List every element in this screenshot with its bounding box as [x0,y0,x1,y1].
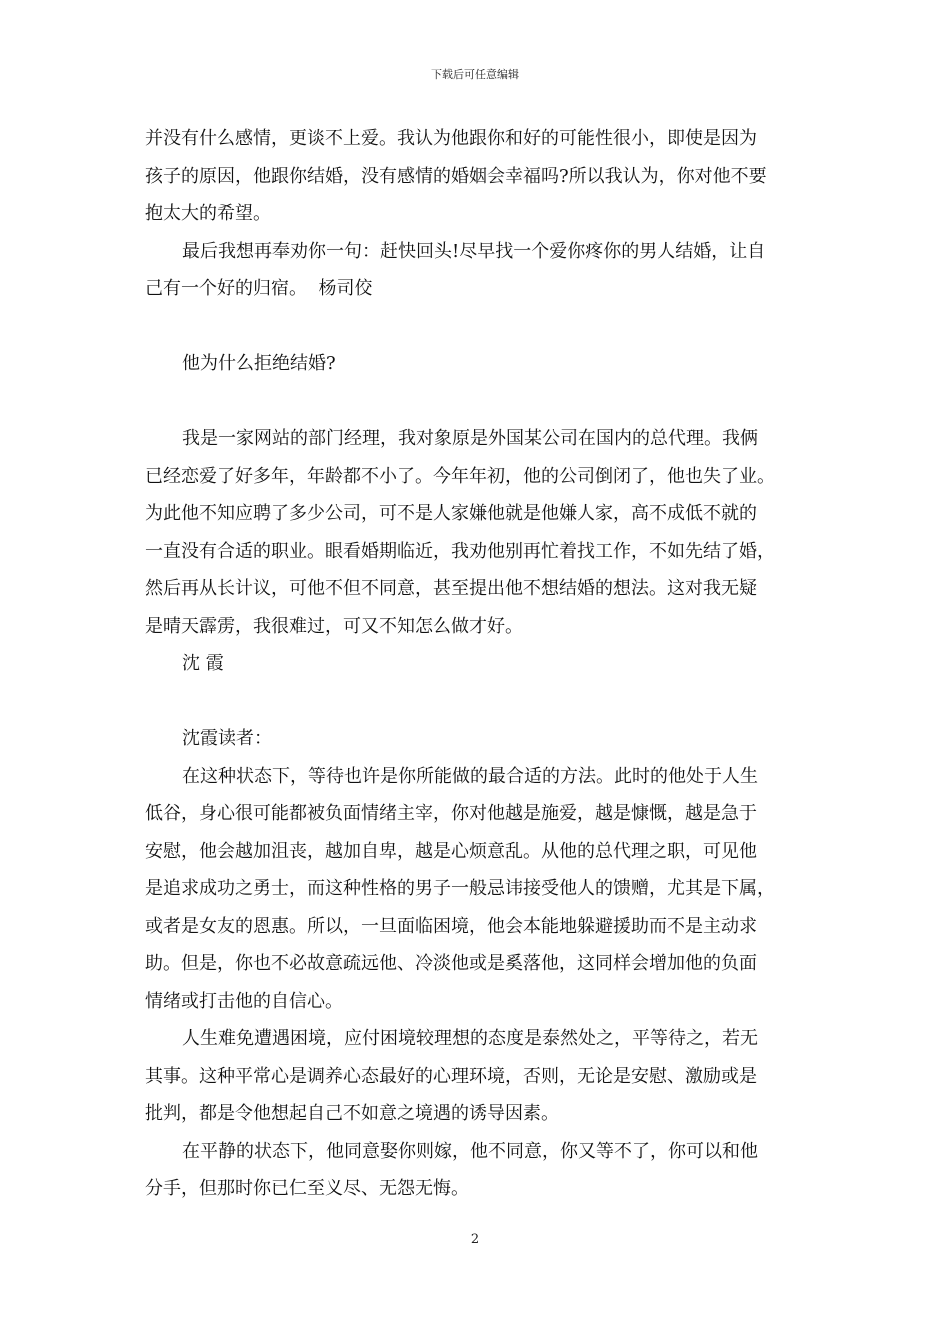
text-line: 然后再从长计议，可他不但不同意，甚至提出他不想结婚的想法。这对我无疑 [145,578,757,599]
text-line: 我是一家网站的部门经理，我对象原是外国某公司在国内的总代理。我俩 [182,428,758,449]
signature: 沈 霞 [182,653,224,674]
text-line: 人生难免遭遇困境，应付困境较理想的态度是泰然处之，平等待之，若无 [182,1028,758,1049]
salutation: 沈霞读者： [182,728,272,749]
text-line: 助。但是，你也不必故意疏远他、冷淡他或是奚落他，这同样会增加他的负面 [145,953,757,974]
text-line: 安慰，他会越加沮丧，越加自卑，越是心烦意乱。从他的总代理之职，可见他 [145,840,757,862]
text-line: 一直没有合适的职业。眼看婚期临近，我劝他别再忙着找工作，不如先结了婚， [145,540,775,562]
text-line: 批判，都是令他想起自己不如意之境遇的诱导因素。 [145,1103,559,1124]
text-line: 是追求成功之勇士，而这种性格的男子一般忌讳接受他人的馈赠，尤其是下属， [145,878,775,899]
text-line: 己有一个好的归宿。 杨司佼 [145,278,373,299]
text-line: 情绪或打击他的自信心。 [145,990,343,1012]
text-line: 低谷，身心很可能都被负面情绪主宰，你对他越是施爱，越是慷慨，越是急于 [145,803,757,824]
text-line: 或者是女友的恩惠。所以，一旦面临困境，他会本能地躲避援助而不是主动求 [145,915,757,937]
text-line: 在这种状态下，等待也许是你所能做的最合适的方法。此时的他处于人生 [182,765,758,787]
document-body [145,120,815,1208]
section-title: 他为什么拒绝结婚? [182,353,336,374]
text-line: 抱太大的希望。 [145,203,271,224]
text-line: 其事。这种平常心是调养心态最好的心理环境，否则，无论是安慰、激励或是 [145,1065,757,1087]
paragraph-gap [145,308,815,346]
page-number: 2 [470,1232,480,1247]
page-header: 下载后可任意编辑 [431,68,519,81]
text-line: 孩子的原因，他跟你结婚，没有感情的婚姻会幸福吗?所以我认为，你对他不要 [145,165,767,187]
text-line: 是晴天霹雳，我很难过，可又不知怎么做才好。 [145,615,523,637]
text-line: 为此他不知应聘了多少公司，可不是人家嫌他就是他嫌人家，高不成低不就的 [145,503,757,524]
text-line: 在平静的状态下，他同意娶你则嫁，他不同意，你又等不了，你可以和他 [182,1140,758,1162]
paragraph-gap [145,383,815,421]
text-line: 已经恋爱了好多年，年龄都不小了。今年年初，他的公司倒闭了，他也失了业。 [145,465,775,487]
text-line: 并没有什么感情，更谈不上爱。我认为他跟你和好的可能性很小，即使是因为 [145,128,757,149]
paragraph-gap [145,683,815,721]
text-line: 最后我想再奉劝你一句：赶快回头!尽早找一个爱你疼你的男人结婚，让自 [182,240,766,262]
text-line: 分手，但那时你已仁至义尽、无怨无悔。 [145,1178,469,1199]
